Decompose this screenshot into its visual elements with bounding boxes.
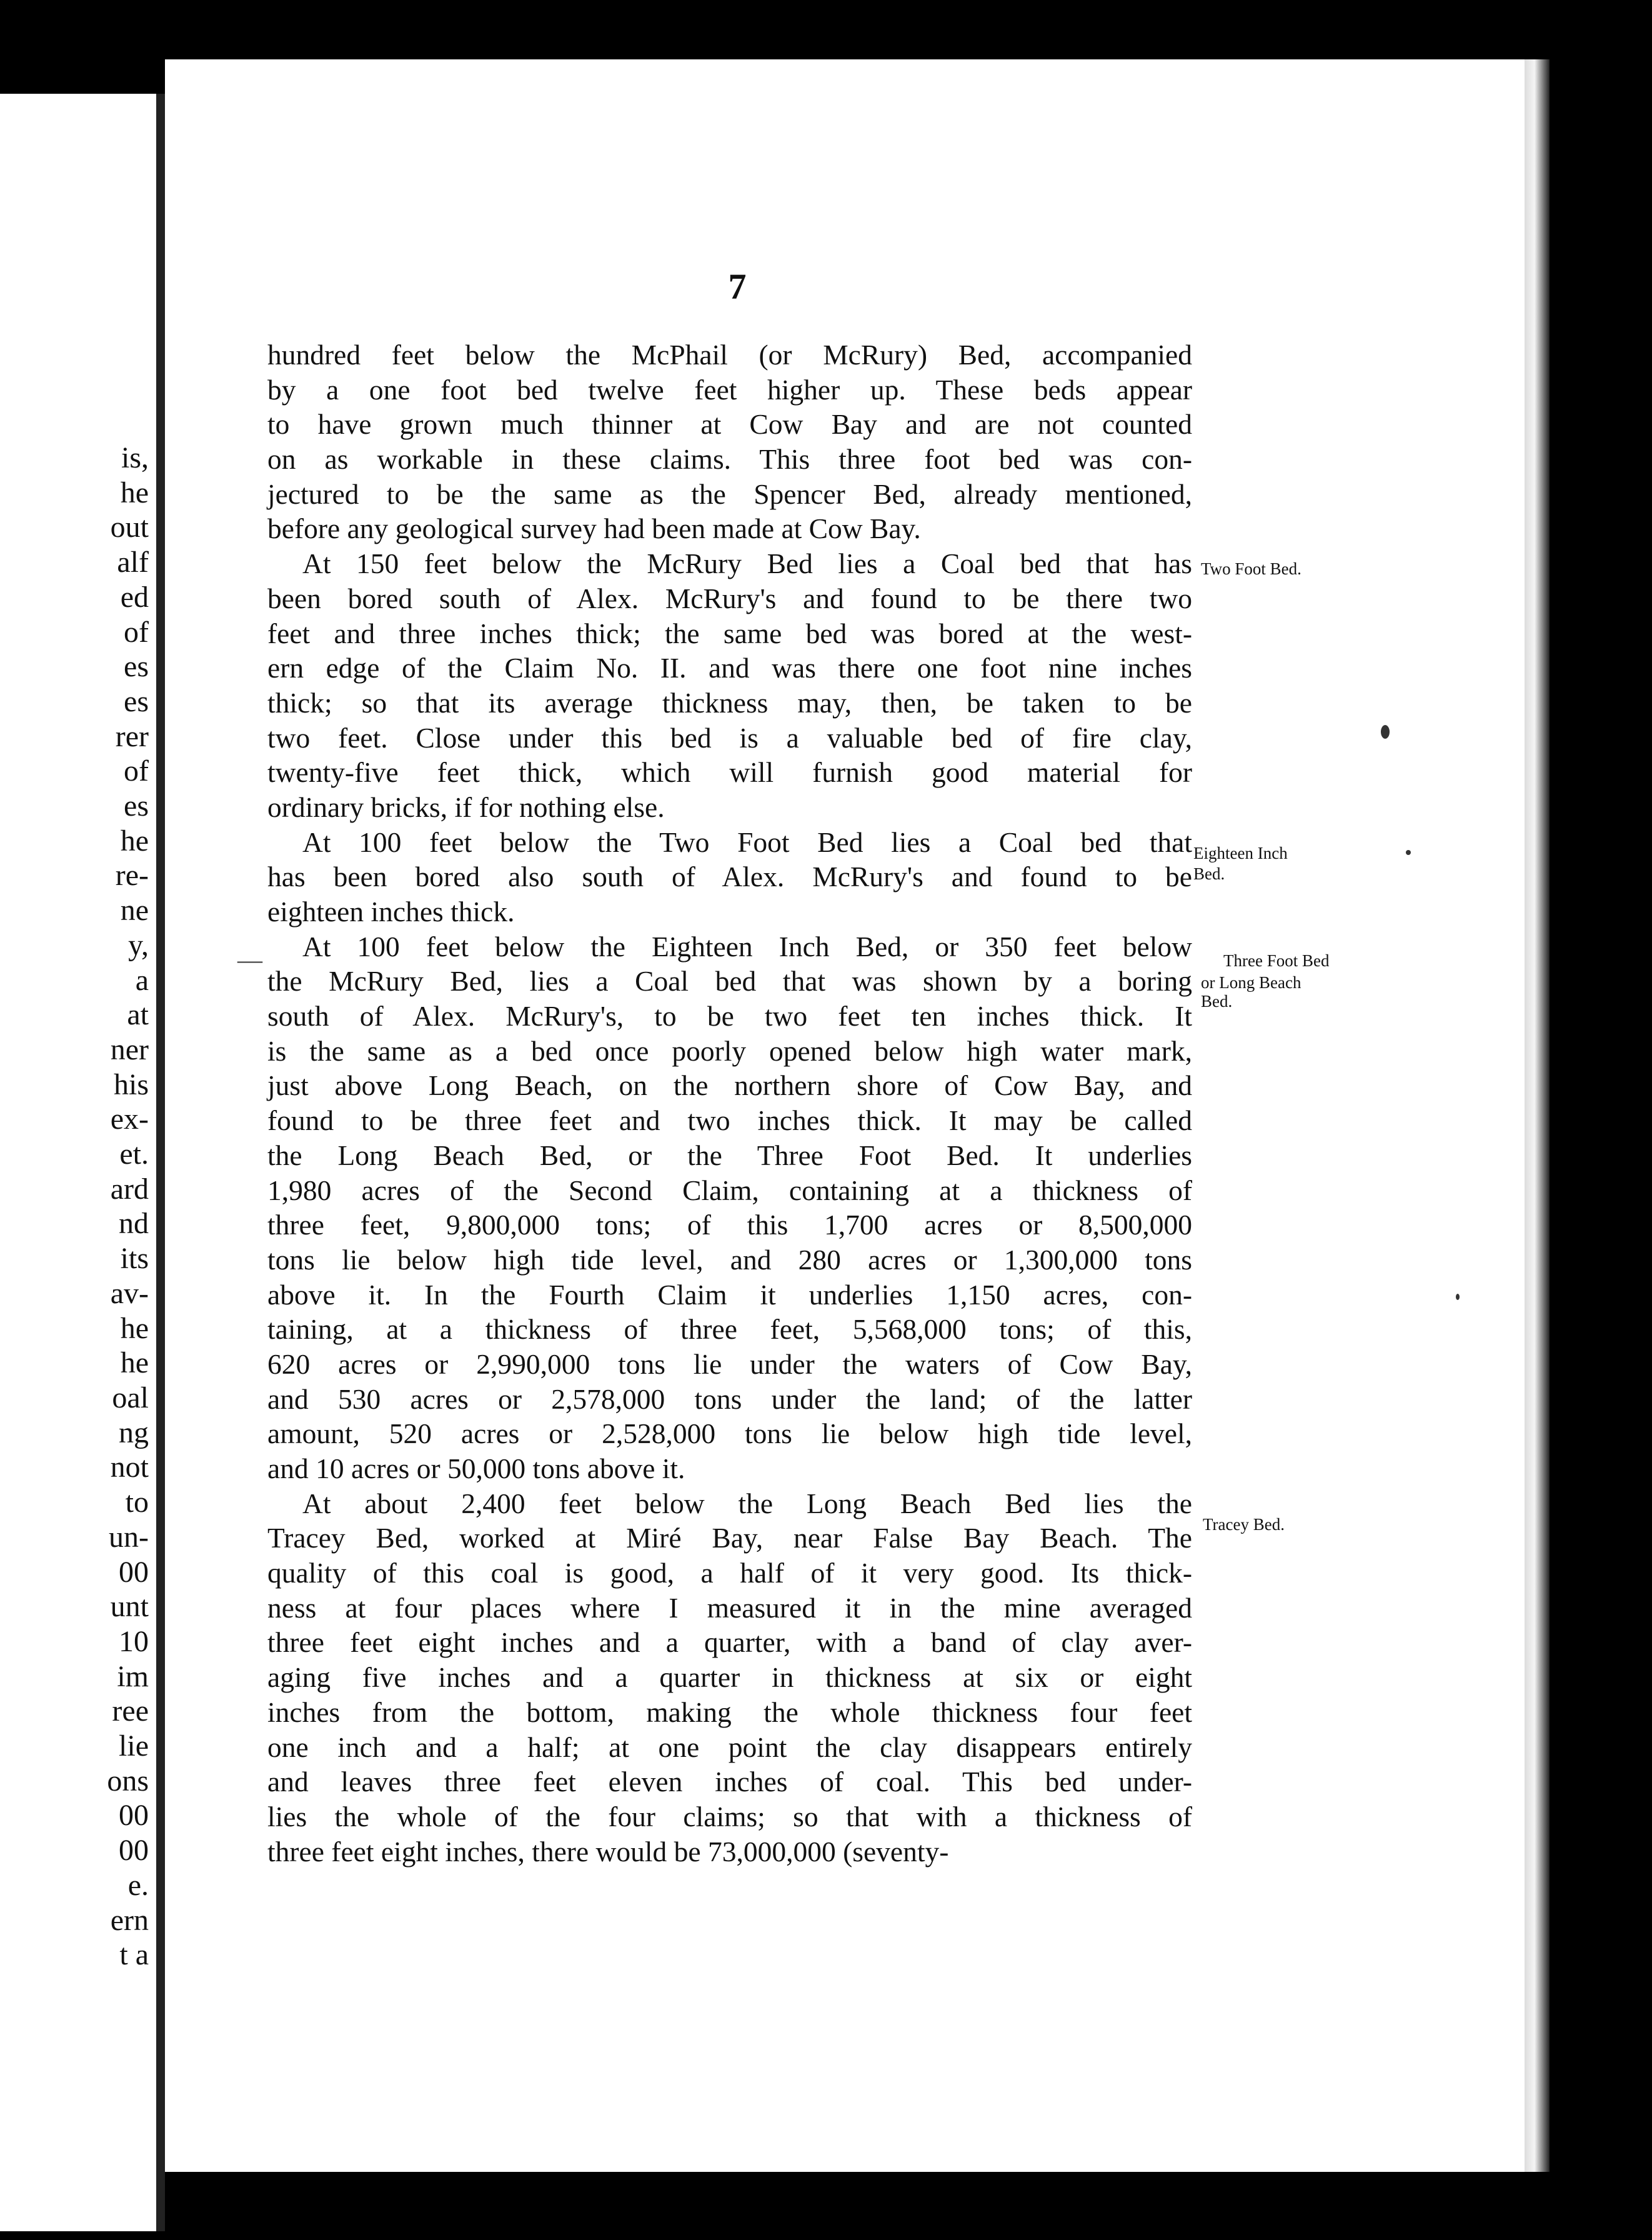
paper-speck: [1456, 1294, 1460, 1300]
left-page-fragment-line: ex-: [110, 1102, 149, 1136]
left-page-fragment-line: nd: [119, 1207, 149, 1241]
left-page-fragment-line: at: [127, 998, 149, 1032]
left-page-fragment-line: 10: [119, 1624, 149, 1658]
text-line: three feet, 9,800,000 tons; of this 1,700 acres or 8,500,000: [267, 1209, 1192, 1241]
left-page-fragment-line: alf: [117, 546, 149, 579]
left-page-fragment-line: 00: [119, 1555, 149, 1589]
left-page-fragment-line: im: [117, 1659, 149, 1693]
left-page-fragment-line: he: [120, 1311, 149, 1345]
page-number: 7: [728, 266, 747, 307]
text-line: two feet. Close under this bed is a valuable bed of fire clay,: [267, 721, 1192, 754]
text-line: has been bored also south of Alex. McRury's and found to be: [267, 861, 1192, 893]
left-page-fragment-line: es: [124, 684, 149, 718]
left-page-fragment-line: unt: [110, 1590, 149, 1624]
left-page-fragment-line: 00: [119, 1799, 149, 1832]
left-page-fragment-line: oal: [112, 1381, 149, 1414]
left-page-fragment-line: lie: [119, 1729, 149, 1763]
left-page-fragment-line: t a: [119, 1938, 149, 1972]
text-line: jectured to be the same as the Spencer Bed, already mentioned,: [267, 478, 1192, 510]
margin-note-eighteen-inch-bed-cont: Bed.: [1193, 864, 1225, 883]
text-line: At 100 feet below the Eighteen Inch Bed, or 350 feet below: [302, 930, 1192, 962]
left-page-fragment-line: y,: [128, 928, 149, 962]
text-line: twenty-five feet thick, which will furnish good material for: [267, 756, 1192, 789]
left-page-fragment-line: et.: [119, 1138, 149, 1171]
left-page-fragment-line: ern: [110, 1903, 149, 1937]
text-line: taining, at a thickness of three feet, 5,568,000 tons; of this,: [267, 1313, 1192, 1346]
left-page-fragment-line: es: [124, 650, 149, 684]
left-page-fragment-line: a: [135, 963, 149, 997]
text-line: eighteen inches thick.: [267, 896, 515, 928]
left-page-fragment-line: not: [110, 1451, 149, 1484]
left-page-fragment-line: his: [113, 1068, 149, 1101]
text-line: tons lie below high tide level, and 280 acres or 1,300,000 tons: [267, 1243, 1192, 1276]
left-page-fragment-line: re-: [115, 859, 149, 892]
text-line: and 530 acres or 2,578,000 tons under the land; of the latter: [267, 1382, 1192, 1415]
book-gutter: [156, 94, 165, 2231]
text-line: on as workable in these claims. This three foot bed was con-: [267, 443, 1192, 476]
text-line: been bored south of Alex. McRury's and found to be there two: [267, 582, 1192, 614]
paper-speck: [1381, 725, 1390, 739]
text-line: ern edge of the Claim No. II. and was there one foot nine inches: [267, 652, 1192, 684]
text-line: 620 acres or 2,990,000 tons lie under the waters of Cow Bay,: [267, 1348, 1192, 1380]
left-page-fragment-line: of: [124, 754, 149, 788]
page-edge: [1525, 59, 1550, 2172]
left-page-fragment-line: ard: [110, 1172, 149, 1206]
left-page-fragment-line: ons: [107, 1764, 149, 1798]
left-page-fragment-line: ed: [120, 580, 149, 614]
left-page-fragment-line: un-: [109, 1520, 149, 1554]
left-page-fragment-line: its: [120, 1242, 149, 1276]
left-page-fragment-line: ree: [112, 1694, 149, 1728]
text-line: aging five inches and a quarter in thickness at six or eight: [267, 1661, 1192, 1694]
left-page-fragment-line: he: [120, 476, 149, 509]
text-line: At 100 feet below the Two Foot Bed lies a Coal bed that: [302, 826, 1192, 858]
paper-speck: [1406, 850, 1411, 855]
body-text: [267, 338, 1192, 1869]
left-page-fragment-line: of: [124, 615, 149, 649]
text-line: ness at four places where I measured it in the mine averaged: [267, 1591, 1192, 1624]
text-line: the McRury Bed, lies a Coal bed that was shown by a boring: [267, 965, 1192, 998]
left-page-fragment-line: 00: [119, 1834, 149, 1868]
margin-note-three-foot-bed-cont: or Long Beach: [1201, 973, 1301, 992]
text-line: Tracey Bed, worked at Miré Bay, near False Bay Beach. The: [267, 1522, 1192, 1554]
text-line: before any geological survey had been made at Cow Bay.: [267, 512, 921, 545]
left-page-fragment-line: is,: [121, 441, 149, 474]
left-page-fragment-line: ner: [110, 1032, 149, 1066]
margin-note-three-foot-bed-end: Bed.: [1201, 992, 1233, 1011]
text-line: three feet eight inches, there would be 73,000,000 (seventy-: [267, 1835, 949, 1868]
pencil-mark: —: [237, 946, 262, 974]
text-line: hundred feet below the McPhail (or McRury) Bed, accompanied: [267, 339, 1192, 371]
text-line: just above Long Beach, on the northern shore of Cow Bay, and: [267, 1069, 1192, 1102]
text-line: by a one foot bed twelve feet higher up. These beds appear: [267, 373, 1192, 406]
text-line: feet and three inches thick; the same bed was bored at the west-: [267, 617, 1192, 649]
text-line: lies the whole of the four claims; so that with a thickness of: [267, 1800, 1192, 1832]
margin-note-three-foot-bed: Three Foot Bed: [1223, 951, 1330, 970]
text-line: inches from the bottom, making the whole thickness four feet: [267, 1696, 1192, 1728]
left-page-fragment-line: he: [120, 824, 149, 858]
left-page-fragment-line: out: [110, 511, 149, 544]
margin-note-tracey-bed: Tracey Bed.: [1203, 1515, 1285, 1534]
text-line: three feet eight inches and a quarter, with a band of clay aver-: [267, 1626, 1192, 1659]
text-line: ordinary bricks, if for nothing else.: [267, 791, 665, 823]
left-page-text: [0, 441, 156, 1972]
text-line: At about 2,400 feet below the Long Beach Bed lies the: [302, 1487, 1192, 1519]
text-line: amount, 520 acres or 2,528,000 tons lie below high tide level,: [267, 1418, 1192, 1450]
left-page-fragment: [0, 94, 156, 2231]
text-line: above it. In the Fourth Claim it underlies 1,150 acres, con-: [267, 1278, 1192, 1311]
left-page-fragment-line: av-: [110, 1276, 149, 1310]
text-line: south of Alex. McRury's, to be two feet ten inches thick. It: [267, 1000, 1192, 1032]
text-line: At 150 feet below the McRury Bed lies a Coal bed that has: [302, 548, 1192, 580]
margin-note-eighteen-inch-bed: Eighteen Inch: [1193, 844, 1288, 862]
left-page-fragment-line: he: [120, 1346, 149, 1380]
left-page-fragment-line: rer: [115, 719, 149, 753]
text-line: the Long Beach Bed, or the Three Foot Bed. It underlies: [267, 1139, 1192, 1171]
text-line: found to be three feet and two inches thick. It may be called: [267, 1104, 1192, 1137]
text-line: and leaves three feet eleven inches of coal. This bed under-: [267, 1766, 1192, 1798]
text-line: one inch and a half; at one point the clay disappears entirely: [267, 1731, 1192, 1763]
left-page-fragment-line: es: [124, 789, 149, 823]
margin-note-two-foot-bed: Two Foot Bed.: [1201, 559, 1301, 578]
text-line: quality of this coal is good, a half of it very good. Its thick-: [267, 1557, 1192, 1589]
left-page-fragment-line: to: [125, 1486, 149, 1519]
text-line: to have grown much thinner at Cow Bay and are not counted: [267, 408, 1192, 441]
text-line: thick; so that its average thickness may, then, be taken to be: [267, 686, 1192, 719]
text-line: 1,980 acres of the Second Claim, containing at a thickness of: [267, 1174, 1192, 1206]
left-page-fragment-line: ng: [119, 1416, 149, 1449]
left-page-fragment-line: e.: [127, 1868, 149, 1902]
text-line: and 10 acres or 50,000 tons above it.: [267, 1452, 685, 1484]
left-page-fragment-line: ne: [120, 894, 149, 928]
text-line: is the same as a bed once poorly opened below high water mark,: [267, 1034, 1192, 1067]
